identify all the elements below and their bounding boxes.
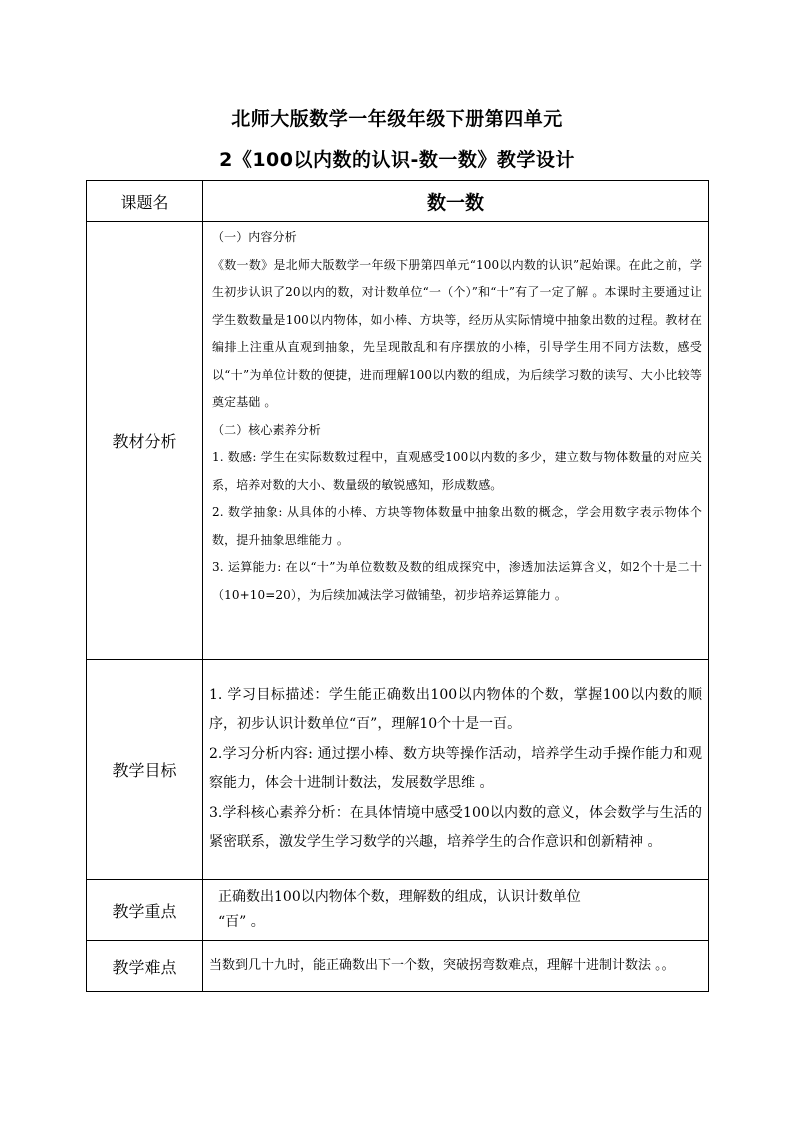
key-points-line2: “百” 。 (218, 914, 265, 930)
goal-item-2: 2.学习分析内容: 通过摆小棒、数方块等操作活动，培养学生动手操作能力和观察能力，体会十进制计数法，发展数学思维 。 (209, 745, 702, 791)
table-row-key-points (87, 880, 709, 941)
label-material-analysis: 教材分析 (87, 222, 203, 660)
goal-item-3: 3.学科核心素养分析：在具体情境中感受100以内数的意义，体会数学与生活的紧密联系，激发学生学习数学的兴趣，培养学生的合作意识和创新精神 。 (209, 804, 702, 850)
table-row-difficulty (87, 941, 709, 992)
difficulty-content (203, 941, 709, 992)
key-points-line1: 正确数出100以内物体个数，理解数的组成，认识计数单位 (218, 889, 581, 905)
key-points-content (203, 880, 709, 941)
table-row-analysis (87, 222, 709, 660)
goal-item-1: 1. 学习目标描述：学生能正确数出100以内物体的个数，掌握100以内数的顺序，初步认识计数单位“百”，理解10个十是一百。 (209, 686, 702, 732)
document-title-line1: 北师大版数学一年级年级下册第四单元 (231, 108, 563, 130)
core-literacy-item-1: 1. 数感: 学生在实际数数过程中，直观感受100以内数的多少，建立数与物体数量的对应关系，培养对数的大小、数量级的敏锐感知，形成数感。 (212, 450, 702, 492)
label-key-points: 教学重点 (87, 880, 203, 941)
document-title-line2: 2《100以内数的认识-数一数》教学设计 (219, 149, 575, 171)
content-analysis-body: 《数一数》是北师大版数学一年级下册第四单元“100以内数的认识”起始课。在此之前，学生初步认识了20以内的数，对计数单位“一（个）”和“十”有了一定了解 。本课时主要通过让学生数数量是100以内物体，如小棒、方块等，经历从实际情境中抽象出数的过程。教材在编排上注重从直观到抽象，先呈现散乱和有序摆放的小棒，引导学生用不同方法数，感受以“十”为单位计数的便捷，进而理解100以内数的组成，为后续学习数的读写、大小比较等奠定基础 。 (212, 257, 702, 409)
content-analysis-heading: （一）内容分析 (212, 230, 297, 244)
difficulty-text: 当数到几十九时，能正确数出下一个数，突破拐弯数难点，理解十进制计数法 。。 (209, 958, 675, 973)
topic-value: 数一数 (203, 181, 709, 222)
core-literacy-item-2: 2. 数学抽象: 从具体的小棒、方块等物体数量中抽象出数的概念，学会用数字表示物体个数，提升抽象思维能力 。 (212, 505, 702, 547)
label-topic: 课题名 (87, 181, 203, 222)
core-literacy-item-3: 3. 运算能力: 在以“十”为单位数数及数的组成探究中，渗透加法运算含义，如2个十是二十（10+10=20），为后续加减法学习做铺垫，初步培养运算能力 。 (212, 560, 702, 602)
core-literacy-heading: （二）核心素养分析 (212, 422, 321, 437)
material-analysis-content (203, 222, 709, 660)
label-teaching-goals: 教学目标 (87, 660, 203, 880)
table-row-goals (87, 660, 709, 880)
lesson-plan-table (86, 180, 709, 992)
label-difficulty: 教学难点 (87, 941, 203, 992)
table-row-title (87, 181, 709, 222)
teaching-goals-content (203, 660, 709, 880)
